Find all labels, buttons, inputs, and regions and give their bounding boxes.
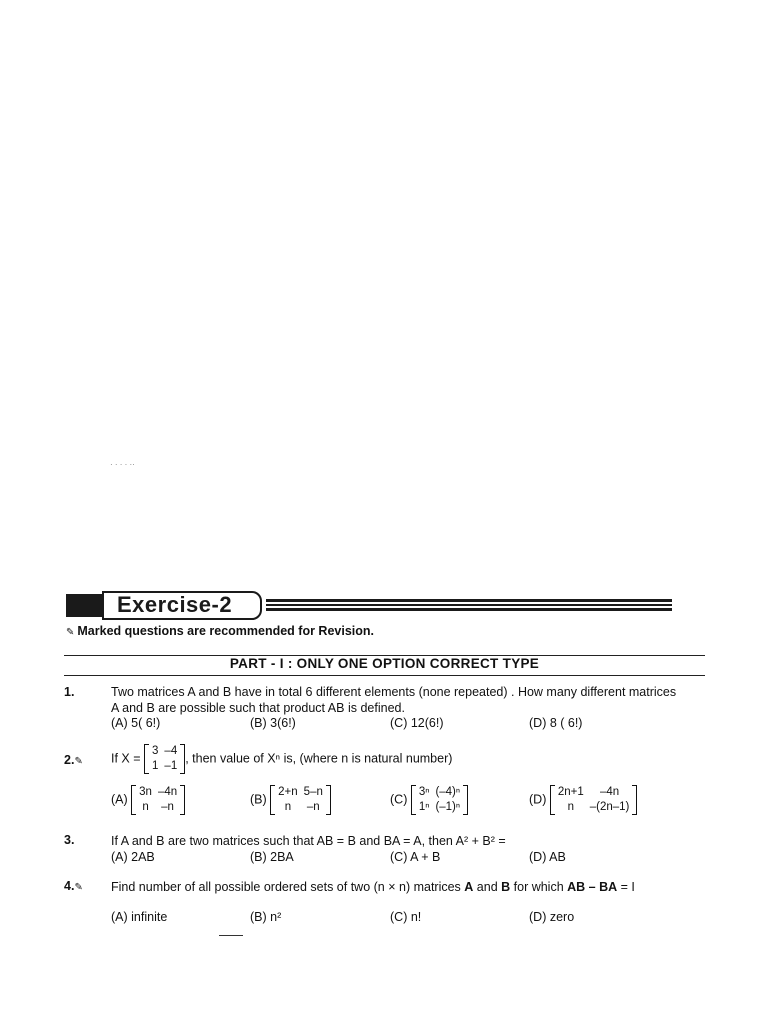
pen-icon: ✎: [74, 756, 83, 767]
question-number-text: 4.: [64, 879, 75, 893]
part-heading: PART - I : ONLY ONE OPTION CORRECT TYPE: [229, 656, 540, 671]
exercise-header-block: [66, 594, 102, 617]
question-text-part: Find number of all possible ordered sets of two (n × n) matrices: [111, 880, 465, 894]
option-matrix: [411, 785, 468, 815]
matrix-cell: –n: [306, 801, 320, 813]
pen-icon: ✎: [66, 627, 75, 638]
option-d: (D) 8 ( 6!): [529, 716, 583, 730]
matrix-cell: 3ⁿ: [418, 786, 430, 798]
question-text-part: and: [473, 880, 502, 894]
part-bottom-rule: [64, 675, 705, 676]
option-label: (D): [529, 792, 547, 807]
question-number-text: 2.: [64, 753, 75, 767]
option-a: (A) infinite: [111, 910, 168, 924]
option-c: (C) 12(6!): [390, 716, 444, 730]
matrix-cell: –1: [164, 760, 178, 772]
option-c: (C) A + B: [390, 850, 441, 864]
matrix-cell: n: [284, 801, 292, 813]
matrix-cell: 5–n: [303, 786, 323, 798]
pen-icon: ✎: [74, 882, 83, 893]
option-label: (A): [111, 792, 128, 807]
matrix-cell: 1ⁿ: [418, 801, 430, 813]
question-number: 1.: [64, 685, 75, 699]
option-d: [529, 785, 637, 815]
question-text-part: for which: [510, 880, 568, 894]
option-a: (A) 5( 6!): [111, 716, 161, 730]
option-matrix: [270, 785, 331, 815]
option-label: (C): [390, 792, 408, 807]
scan-specks: · · · · ··: [110, 460, 135, 469]
question-number: 3.: [64, 833, 75, 847]
matrix-a-label: A: [464, 880, 474, 894]
question-text-pre: If X =: [111, 751, 141, 766]
matrix-cell: 2n+1: [557, 786, 584, 798]
matrix-cell: –4n: [157, 786, 178, 798]
option-matrix: [131, 785, 185, 815]
option-matrix: [550, 785, 638, 815]
question-number: [64, 753, 86, 767]
option-d: (D) zero: [529, 910, 575, 924]
matrix-cell: –4: [164, 745, 178, 757]
question-text: If A and B are two matrices such that AB = B and BA = A, then A² + B² =: [111, 834, 506, 848]
revision-note-text: Marked questions are recommended for Revision.: [77, 624, 375, 638]
option-b: (B) 3(6!): [250, 716, 296, 730]
option-a: (A) 2AB: [111, 850, 155, 864]
option-b: (B) 2BA: [250, 850, 294, 864]
commutator-label: AB – BA: [567, 880, 618, 894]
stray-dash: [219, 935, 243, 936]
matrix-x: [144, 744, 185, 774]
option-b: [250, 785, 331, 815]
question-text: [111, 684, 711, 716]
matrix-cell: n: [567, 801, 574, 813]
option-label: (B): [250, 792, 267, 807]
option-a: [111, 785, 185, 815]
matrix-cell: –4n: [599, 786, 620, 798]
matrix-cell: (–4)ⁿ: [435, 786, 461, 798]
matrix-cell: n: [142, 801, 149, 813]
matrix-cell: 3n: [139, 786, 152, 798]
question-text-post: , then value of Xⁿ is, (where n is natural number): [185, 751, 453, 766]
option-b: (B) n²: [250, 910, 282, 924]
question-text: [111, 879, 635, 895]
question-text-line: A and B are possible such that product AB is defined.: [111, 701, 405, 715]
matrix-cell: (–1)ⁿ: [435, 801, 461, 813]
question-text-line: Two matrices A and B have in total 6 different elements (none repeated) . How many different matrices: [111, 685, 677, 699]
matrix-cell: 2+n: [278, 786, 298, 798]
matrix-cell: –(2n–1): [589, 801, 630, 813]
option-c: [390, 785, 468, 815]
question-text: [111, 744, 452, 774]
exercise-header-rules: [266, 599, 672, 613]
question-text-part: = I: [617, 880, 635, 894]
question-number: [64, 879, 86, 893]
matrix-cell: 3: [152, 745, 159, 757]
option-c: (C) n!: [390, 910, 422, 924]
matrix-b-label: B: [501, 880, 511, 894]
matrix-cell: 1: [152, 760, 159, 772]
revision-note: [66, 624, 374, 638]
option-d: (D) AB: [529, 850, 566, 864]
exercise-title: Exercise-2: [117, 592, 233, 617]
matrix-cell: –n: [161, 801, 174, 813]
